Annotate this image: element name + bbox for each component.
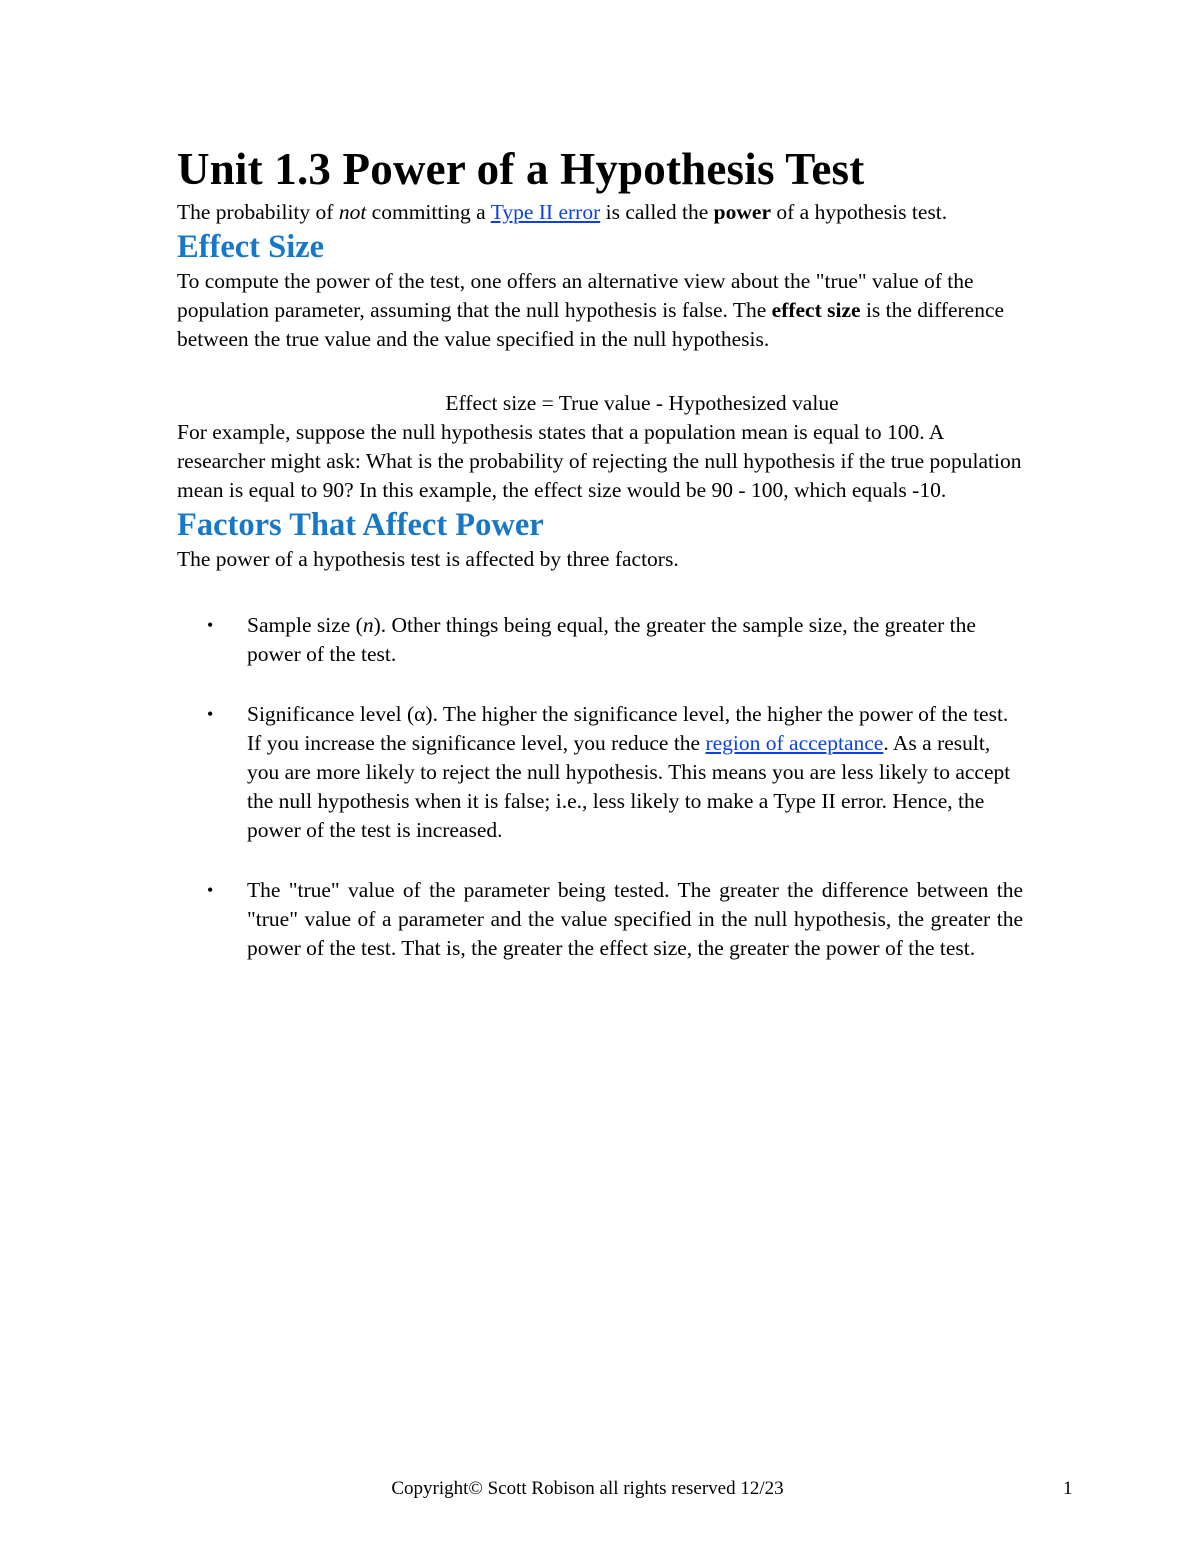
- copyright-text: Copyright© Scott Robison all rights reserved 12/23: [391, 1478, 784, 1499]
- factors-heading: Factors That Affect Power: [177, 507, 544, 543]
- effect-size-heading: Effect Size: [177, 229, 325, 265]
- list-item-text: The "true" value of the parameter being tested. The greater the difference between the "true" value of a parameter and the value specified in the null hypothesis, the greater the power of the test. That is, the greater the effect size, the greater the power of the test.: [247, 878, 1023, 960]
- list-item-text: . As a result, you are more likely to reject the null hypothesis. This means you are less likely to accept the null hypothesis when it is false; i.e., less likely to make a Type II error. Hence, the power of the test is increased.: [247, 731, 1011, 842]
- intro-text: The probability of: [177, 200, 339, 224]
- factors-list: [177, 611, 1037, 963]
- list-item-text: Sample size (: [247, 613, 363, 637]
- effect-size-bold-term: effect size: [771, 298, 861, 322]
- effect-size-paragraph: [177, 267, 1027, 354]
- list-item-significance-level: [177, 700, 1023, 845]
- example-paragraph: For example, suppose the null hypothesis states that a population mean is equal to 100. A researcher might ask: What is the probability of rejecting the null hypothesis if the true population mean is equal to 90? In this example, the effect size would be 90 - 100, which equals -10.: [177, 420, 1022, 502]
- intro-emphasis: not: [338, 200, 367, 224]
- factors-intro: The power of a hypothesis test is affected by three factors.: [177, 547, 679, 571]
- page-content: [177, 140, 1037, 963]
- list-item-true-value: [177, 876, 1023, 963]
- intro-bold-term: power: [713, 200, 771, 224]
- intro-text: is called the: [600, 200, 714, 224]
- bullet-icon: •: [207, 880, 214, 900]
- list-item-text: Significance level (α). The higher the significance level, the higher the power of the test. If you increase the significance level, you reduce the: [247, 702, 1009, 755]
- effect-size-text: is the difference between the true value and the value specified in the null hypothesis.: [177, 298, 1005, 351]
- bullet-icon: •: [207, 704, 214, 724]
- effect-size-formula: Effect size = True value - Hypothesized value: [445, 391, 839, 415]
- intro-paragraph: [177, 198, 1037, 227]
- bullet-icon: •: [207, 615, 214, 635]
- list-item-text: ). Other things being equal, the greater the sample size, the greater the power of the test.: [247, 613, 976, 666]
- list-item-italic: n: [362, 613, 374, 637]
- page-number: 1: [1063, 1478, 1073, 1499]
- effect-size-text: To compute the power of the test, one offers an alternative view about the "true" value of the population parameter, assuming that the null hypothesis is false. The: [177, 269, 974, 322]
- page-title: Unit 1.3 Power of a Hypothesis Test: [177, 144, 865, 194]
- intro-text: of a hypothesis test.: [771, 200, 948, 224]
- region-of-acceptance-link[interactable]: region of acceptance: [705, 731, 884, 755]
- intro-text: committing a: [366, 200, 491, 224]
- list-item-sample-size: [177, 611, 1023, 669]
- type-ii-error-link[interactable]: Type II error: [490, 200, 601, 224]
